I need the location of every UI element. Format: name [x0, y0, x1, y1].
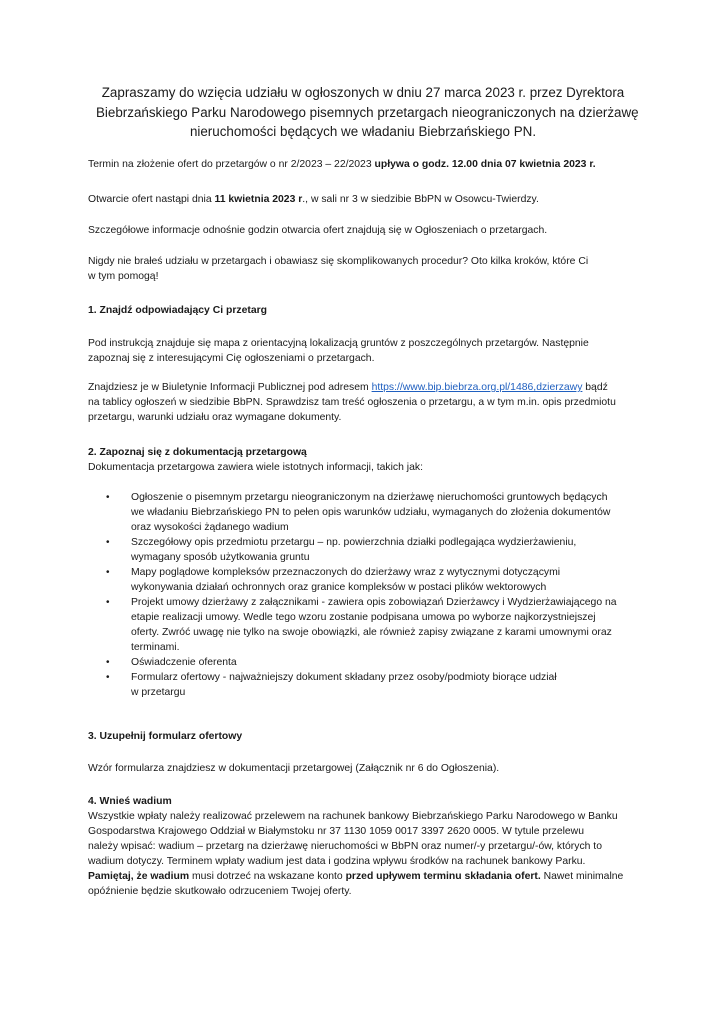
bullet-icon: •	[106, 537, 110, 548]
section4-mid: musi dotrzeć na wskazane konto	[189, 871, 346, 882]
list-item	[88, 565, 648, 595]
list-item-line: terminami.	[131, 642, 180, 653]
intro-line: Nigdy nie brałeś udziału w przetargach i obawiasz się skomplikowanych procedur? Oto kilka kroków, które Ci	[88, 256, 589, 267]
bip-link[interactable]: https://www.bip.biebrza.org.pl/1486,dzierzawy	[371, 382, 583, 393]
section1-line: zapoznaj się z interesującymi Cię ogłoszeniami o przetargach.	[88, 353, 375, 364]
section1-paragraph2	[88, 380, 648, 425]
bullet-icon: •	[106, 492, 110, 503]
section4-heading: 4. Wnieś wadium	[88, 796, 172, 807]
list-item	[88, 670, 648, 700]
bullet-icon: •	[106, 597, 110, 608]
section1-line: na tablicy ogłoszeń w siedzibie BbPN. Sprawdzisz tam treść ogłoszenia o przetargu, a w tym m.in. opis przedmiotu	[88, 397, 616, 408]
list-item	[88, 535, 648, 565]
list-item-line: oferty. Zwróć uwagę nie tylko na swoje obowiązki, ale również zapisy związane z karami umownymi oraz	[131, 627, 612, 638]
list-item-line: Oświadczenie oferenta	[131, 657, 237, 668]
section1-paragraph1	[88, 336, 648, 366]
list-item	[88, 595, 648, 655]
list-item-line: wykonywania działań ochronnych oraz granice kompleksów w postaci plików wektorowych	[131, 582, 547, 593]
section4-line: Gospodarstwa Krajowego Oddział w Białymstoku nr 37 1130 1059 0017 3397 2620 0005. W tytule przelewu	[88, 826, 584, 837]
section4-line: Wszystkie wpłaty należy realizować przelewem na rachunek bankowy Biebrzańskiego Parku Narodowego w Banku	[88, 811, 618, 822]
section2-intro: Dokumentacja przetargowa zawiera wiele istotnych informacji, takich jak:	[88, 462, 423, 473]
opening-pre: Otwarcie ofert nastąpi dnia	[88, 194, 215, 205]
deadline-bold: upływa o godz. 12.00 dnia 07 kwietnia 2023 r.	[374, 159, 596, 170]
section4-post: Nawet minimalne	[540, 871, 624, 882]
page-title	[96, 83, 639, 142]
details-text: Szczegółowe informacje odnośnie godzin otwarcia ofert znajdują się w Ogłoszeniach o przetargach.	[88, 225, 548, 236]
section1-line: Pod instrukcją znajduje się mapa z orientacyjną lokalizacją gruntów z poszczególnych przetargów. Następnie	[88, 338, 589, 349]
list-item-line: Formularz ofertowy - najważniejszy dokument składany przez osoby/podmioty biorące udział	[131, 672, 557, 683]
opening-date: 11 kwietnia 2023 r	[214, 194, 303, 205]
bullet-icon: •	[106, 672, 110, 683]
list-item-line: wymagany sposób użytkowania gruntu	[131, 552, 310, 563]
list-item-line: etapie realizacji umowy. Wedle tego wzoru zostanie podpisana umowa po wyborze najkorzystniejszej	[131, 612, 596, 623]
bullet-icon: •	[106, 567, 110, 578]
section4-line: wadium dotyczy. Terminem wpłaty wadium jest data i godzina wpływu środków na rachunek bankowy Parku.	[88, 856, 586, 867]
list-item-line: oraz wysokości żądanego wadium	[131, 522, 289, 533]
intro-paragraph	[88, 254, 648, 284]
list-item	[88, 490, 648, 535]
bip-pre: Znajdziesz je w Biuletynie Informacji Publicznej pod adresem	[88, 382, 372, 393]
title-line: Biebrzańskiego Parku Narodowego pisemnych przetargach nieograniczonych na dzierżawę	[96, 104, 639, 120]
intro-line: w tym pomogą!	[88, 271, 159, 282]
remember-bold: Pamiętaj, że wadium	[88, 871, 190, 882]
section4-line: należy wpisać: wadium – przetarg na dzierżawę nieruchomości w BbPN oraz numer/-y przetargu/-ów, których to	[88, 841, 602, 852]
list-item-line: Ogłoszenie o pisemnym przetargu nieograniczonym na dzierżawę nieruchomości gruntowych będących	[131, 492, 608, 503]
list-item-line: we władaniu Biebrzańskiego PN to pełen opis warunków udziału, wymaganych do złożenia dokumentów	[131, 507, 611, 518]
title-line: Zapraszamy do wzięcia udziału w ogłoszonych w dniu 27 marca 2023 r. przez Dyrektora	[101, 85, 625, 100]
list-item-line: w przetargu	[131, 687, 186, 698]
details-paragraph	[88, 223, 648, 238]
section3-heading: 3. Uzupełnij formularz ofertowy	[88, 731, 243, 742]
bip-post: bądź	[582, 382, 608, 393]
section3-text: Wzór formularza znajdziesz w dokumentacji przetargowej (Załącznik nr 6 do Ogłoszenia).	[88, 763, 500, 774]
title-line: nieruchomości będących we władaniu Biebrzańskiego PN.	[189, 124, 537, 139]
section1-heading: 1. Znajdź odpowiadający Ci przetarg	[88, 305, 267, 316]
bullet-icon: •	[106, 657, 110, 668]
list-item-line: Projekt umowy dzierżawy z załącznikami - zawiera opis zobowiązań Dzierżawcy i Wydzierżawiającego na	[131, 597, 617, 608]
opening-paragraph	[88, 192, 648, 207]
deadline-text: Termin na złożenie ofert do przetargów o nr 2/2023 – 22/2023	[88, 159, 375, 170]
section2-heading: 2. Zapoznaj się z dokumentacją przetargową	[88, 447, 307, 458]
deadline-warning-bold: przed upływem terminu składania ofert.	[345, 871, 541, 882]
deadline-paragraph	[88, 157, 648, 172]
section4-line: opóźnienie będzie skutkowało odrzuceniem Twojej oferty.	[88, 886, 352, 897]
list-item-line: Mapy poglądowe kompleksów przeznaczonych do dzierżawy wraz z wytycznymi dotyczącymi	[131, 567, 561, 578]
list-item	[88, 655, 648, 670]
list-item-line: Szczegółowy opis przedmiotu przetargu – np. powierzchnia działki podlegająca wydzierżawieniu,	[131, 537, 577, 548]
opening-post: ., w sali nr 3 w siedzibie BbPN w Osowcu-Twierdzy.	[302, 194, 539, 205]
section1-line: przetargu, warunki udziału oraz wymagane dokumenty.	[88, 412, 342, 423]
documentation-list	[88, 490, 648, 700]
section4-paragraph	[88, 809, 648, 899]
